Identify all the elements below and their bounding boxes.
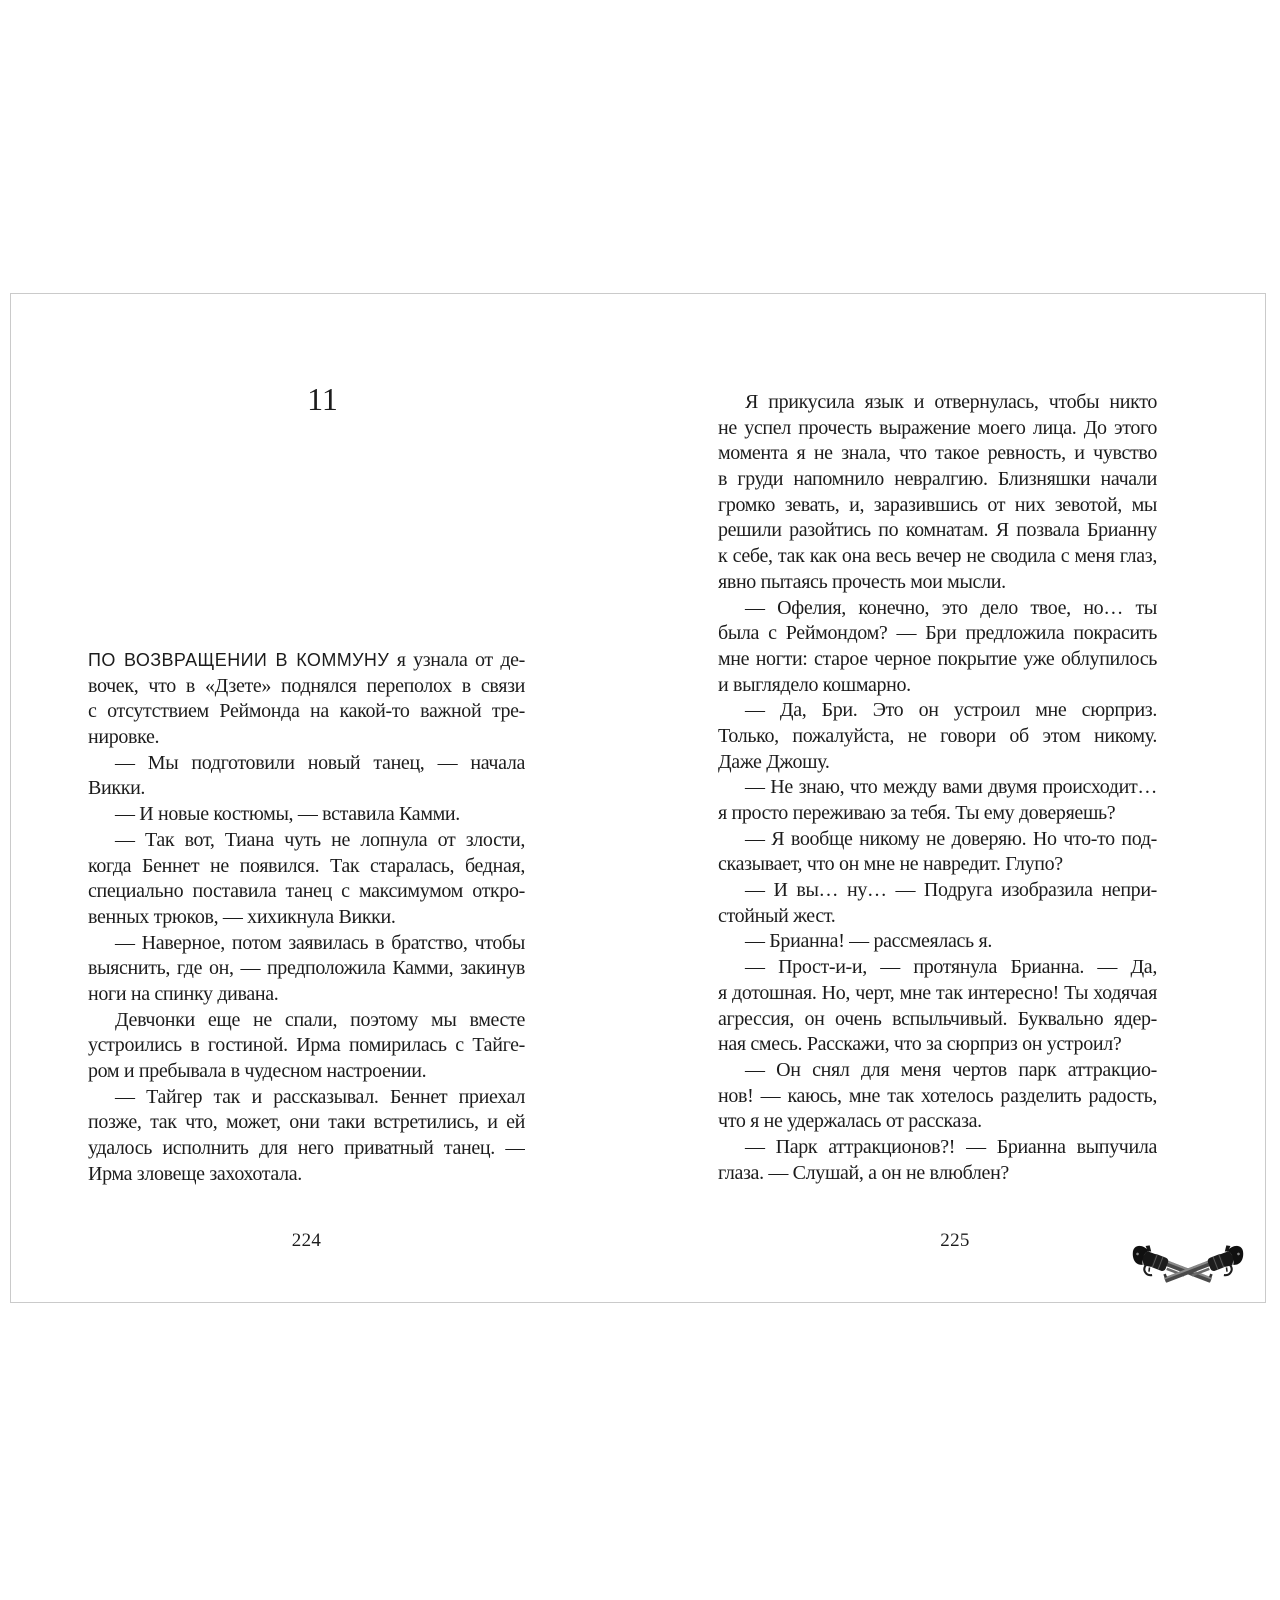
lead-in-text: ПО ВОЗВРАЩЕНИИ В КОММУНУ bbox=[88, 650, 390, 670]
text-line: ПО ВОЗВРАЩЕНИИ В КОММУНУ я узнала от де- bbox=[88, 649, 525, 671]
text-line: когда Беннет не появился. Так старалась, бедная, bbox=[88, 854, 525, 877]
text-line: в груди напомнило невралгию. Близняшки начали bbox=[718, 468, 1157, 491]
text-line: к себе, так как она весь вечер не сводила с меня глаз, bbox=[718, 545, 1157, 568]
chapter-number: 11 bbox=[307, 381, 338, 417]
paragraph bbox=[718, 878, 1157, 929]
text-line: — Парк аттракционов?! — Брианна выпучила bbox=[745, 1135, 1157, 1158]
text-line: вочек, что в «Дзете» поднялся переполох в связи bbox=[88, 674, 525, 697]
text-line: не успел прочесть выражение моего лица. До этого bbox=[718, 416, 1157, 439]
text-line: мне ногти: старое черное покрытие уже облупилось bbox=[718, 647, 1157, 670]
text-line: — И вы… ну… — Подруга изобразила непри- bbox=[745, 879, 1157, 902]
text-line: удалось исполнить для него приватный танец. — bbox=[88, 1137, 525, 1160]
text-line: и выглядело кошмарно. bbox=[718, 673, 911, 696]
paragraph bbox=[88, 1085, 525, 1188]
paragraph bbox=[88, 648, 525, 751]
paragraph bbox=[88, 931, 525, 1008]
paragraph bbox=[88, 1008, 525, 1085]
text-line: Только, пожалуйста, не говори об этом никому. bbox=[718, 724, 1157, 747]
right-page-text bbox=[718, 390, 1157, 1186]
text-line: — Прост-и-и, — протянула Брианна. — Да, bbox=[745, 956, 1157, 979]
paragraph bbox=[88, 751, 525, 802]
paragraph bbox=[718, 827, 1157, 878]
text-line: — Я вообще никому не доверяю. Но что-то под- bbox=[745, 827, 1157, 850]
paragraph bbox=[718, 929, 1157, 955]
paragraph bbox=[718, 698, 1157, 775]
text-line: решили разойтись по комнатам. Я позвала Брианну bbox=[718, 519, 1157, 542]
text-line: громко зевать, и, заразившись от них зевотой, мы bbox=[718, 493, 1157, 516]
text-line: ная смесь. Расскажи, что за сюрприз он устроил? bbox=[718, 1033, 1122, 1056]
left-page-text bbox=[88, 648, 525, 1187]
paragraph bbox=[718, 775, 1157, 826]
text-line: — Мы подготовили новый танец, — начала bbox=[115, 751, 525, 774]
text-line: — Да, Бри. Это он устроил мне сюрприз. bbox=[745, 699, 1157, 722]
text-line: я дотошная. Но, черт, мне так интересно! Ты ходячая bbox=[718, 981, 1157, 1004]
paragraph bbox=[718, 390, 1157, 596]
text-line: ноги на спинку дивана. bbox=[88, 982, 279, 1005]
text-line: Девчонки еще не спали, поэтому мы вместе bbox=[115, 1008, 525, 1031]
text-line: стойный жест. bbox=[718, 904, 836, 927]
text-line: я просто переживаю за тебя. Ты ему доверяешь? bbox=[718, 802, 1116, 824]
text-line: глаза. — Слушай, а он не влюблен? bbox=[718, 1161, 1009, 1184]
text-line: выяснить, где он, — предположила Камми, закинув bbox=[88, 957, 525, 980]
text-line: явно пытаясь прочесть мои мысли. bbox=[718, 570, 1006, 593]
text-line: устроились в гостиной. Ирма помирилась с Тайге- bbox=[88, 1034, 525, 1057]
paragraph bbox=[718, 1135, 1157, 1186]
text-line: что я не удержалась от рассказа. bbox=[718, 1110, 982, 1133]
paragraph bbox=[718, 955, 1157, 1058]
text-line: специально поставила танец с максимумом откро- bbox=[88, 880, 525, 903]
text-line: нировке. bbox=[88, 726, 160, 749]
text-line: венных трюков, — хихикнула Викки. bbox=[88, 905, 396, 928]
text-line: — Так вот, Тиана чуть не лопнула от злости, bbox=[115, 828, 525, 851]
text-line: — И новые костюмы, — вставила Камми. bbox=[115, 803, 460, 826]
text-line: Я прикусила язык и отвернулась, чтобы никто bbox=[745, 391, 1157, 413]
text-line: — Офелия, конечно, это дело твое, но… ты bbox=[745, 596, 1157, 619]
text-line: — Наверное, потом заявилась в братство, чтобы bbox=[115, 931, 525, 954]
text-line: — Не знаю, что между вами двумя происходит… bbox=[745, 776, 1157, 799]
text-line: — Брианна! — рассмеялась я. bbox=[745, 930, 992, 953]
right-page-number: 225 bbox=[940, 1230, 970, 1251]
text-line: ром и пребывала в чудесном настроении. bbox=[88, 1060, 427, 1082]
text-line: Ирма зловеще захохотала. bbox=[88, 1162, 302, 1185]
paragraph bbox=[718, 1058, 1157, 1135]
text-line: — Он снял для меня чертов парк аттракцио- bbox=[745, 1058, 1157, 1081]
text-line: сказывает, что он мне не навредит. Глупо? bbox=[718, 853, 1063, 876]
text-line: была с Реймондом? — Бри предложила покрасить bbox=[718, 622, 1157, 645]
text-line: с отсутствием Реймонда на какой-то важной тре- bbox=[88, 700, 525, 723]
left-page-number: 224 bbox=[291, 1230, 322, 1251]
paragraph bbox=[88, 802, 525, 828]
text-line: нов! — каюсь, мне так хотелось разделить радость, bbox=[718, 1084, 1157, 1107]
text-line: позже, так что, может, они таки встретились, и ей bbox=[88, 1111, 525, 1134]
text-line: момента я не знала, что такое ревность, и чувство bbox=[718, 442, 1157, 465]
text-line: агрессия, он очень вспыльчивый. Буквально ядер- bbox=[718, 1007, 1157, 1030]
crossed-pistols-icon bbox=[1126, 1234, 1250, 1289]
text-line: Даже Джошу. bbox=[718, 750, 830, 773]
paragraph bbox=[88, 828, 525, 931]
paragraph bbox=[718, 596, 1157, 699]
text-line: Викки. bbox=[88, 777, 146, 800]
text-line: — Тайгер так и рассказывал. Беннет приехал bbox=[115, 1085, 525, 1108]
